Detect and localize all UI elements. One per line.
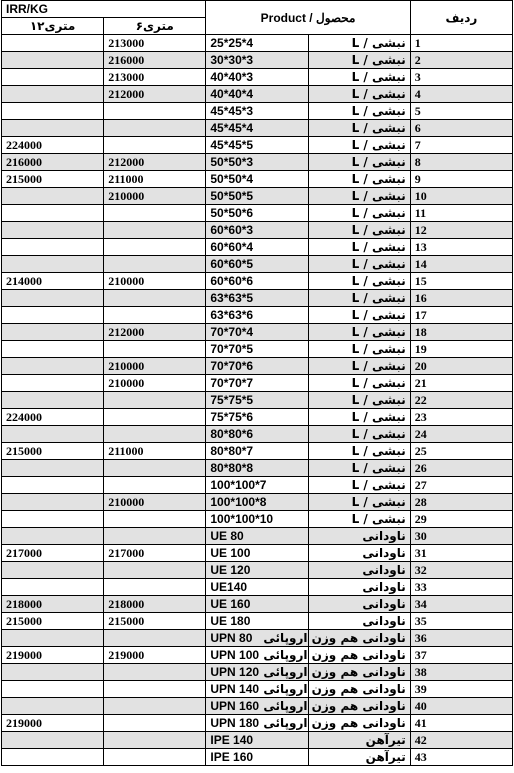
- price-6m-cell: [104, 477, 206, 494]
- price-6m-cell: [104, 103, 206, 120]
- price-table: [1, 0, 513, 766]
- price-6m-cell: 213000: [104, 35, 206, 52]
- product-name-cell: نبشی / L: [308, 324, 410, 341]
- price-12m-cell: [2, 477, 104, 494]
- table-row: [2, 749, 513, 766]
- spec-cell: 70*70*6: [206, 358, 308, 375]
- price-6m-cell: [104, 749, 206, 766]
- price-6m-cell: [104, 239, 206, 256]
- spec-cell: UE 120: [206, 562, 308, 579]
- row-index-cell: 5: [410, 103, 512, 120]
- row-index-cell: 18: [410, 324, 512, 341]
- table-row: [2, 86, 513, 103]
- product-name-cell: نبشی / L: [308, 273, 410, 290]
- price-12m-cell: 224000: [2, 409, 104, 426]
- table-row: [2, 52, 513, 69]
- spec-cell: 100*100*8: [206, 494, 308, 511]
- price-6m-cell: [104, 290, 206, 307]
- price-6m-cell: 216000: [104, 52, 206, 69]
- product-name-cell: ناودانی: [308, 579, 410, 596]
- price-12m-cell: [2, 460, 104, 477]
- price-12m-cell: [2, 749, 104, 766]
- price-6m-cell: 210000: [104, 358, 206, 375]
- spec-cell: 50*50*3: [206, 154, 308, 171]
- price-12m-cell: 217000: [2, 545, 104, 562]
- product-name-cell: نبشی / L: [308, 69, 410, 86]
- spec-cell: IPE 160: [206, 749, 308, 766]
- product-header: Product / محصول: [206, 1, 410, 35]
- price-6m-cell: [104, 664, 206, 681]
- product-name-cell: ناودانی هم وزن اروپائی: [308, 630, 410, 647]
- table-row: [2, 375, 513, 392]
- table-row: [2, 290, 513, 307]
- price-6m-cell: [104, 732, 206, 749]
- price-12m-cell: [2, 392, 104, 409]
- product-name-cell: ناودانی: [308, 562, 410, 579]
- product-name-cell: نبشی / L: [308, 188, 410, 205]
- product-name-cell: ناودانی هم وزن اروپائی: [308, 715, 410, 732]
- price-12m-cell: [2, 511, 104, 528]
- spec-cell: IPE 140: [206, 732, 308, 749]
- price-6m-cell: [104, 579, 206, 596]
- row-index-cell: 33: [410, 579, 512, 596]
- row-index-cell: 9: [410, 171, 512, 188]
- price-6m-cell: [104, 409, 206, 426]
- price-12m-cell: [2, 358, 104, 375]
- table-row: [2, 647, 513, 664]
- header-row-top: [2, 1, 513, 18]
- spec-cell: 100*100*10: [206, 511, 308, 528]
- price-12m-cell: [2, 375, 104, 392]
- spec-cell: 25*25*4: [206, 35, 308, 52]
- price-12m-cell: [2, 103, 104, 120]
- row-index-cell: 29: [410, 511, 512, 528]
- table-row: [2, 664, 513, 681]
- spec-cell: 80*80*6: [206, 426, 308, 443]
- price-12m-cell: 224000: [2, 137, 104, 154]
- product-name-cell: نبشی / L: [308, 307, 410, 324]
- product-name-cell: نبشی / L: [308, 256, 410, 273]
- price-12m-cell: [2, 664, 104, 681]
- price-6m-cell: 210000: [104, 375, 206, 392]
- spec-cell: 75*75*5: [206, 392, 308, 409]
- row-index-cell: 10: [410, 188, 512, 205]
- price-6m-cell: [104, 222, 206, 239]
- product-name-cell: ناودانی هم وزن اروپائی: [308, 681, 410, 698]
- product-name-cell: نبشی / L: [308, 477, 410, 494]
- table-row: [2, 171, 513, 188]
- table-row: [2, 358, 513, 375]
- product-name-cell: نبشی / L: [308, 443, 410, 460]
- table-row: [2, 103, 513, 120]
- spec-cell: 60*60*3: [206, 222, 308, 239]
- price-12m-cell: 215000: [2, 443, 104, 460]
- price-12m-cell: 215000: [2, 171, 104, 188]
- price-12m-cell: [2, 239, 104, 256]
- price-6m-cell: [104, 307, 206, 324]
- product-name-cell: ناودانی: [308, 545, 410, 562]
- spec-cell: 60*60*6: [206, 273, 308, 290]
- product-name-cell: ناودانی: [308, 528, 410, 545]
- table-row: [2, 630, 513, 647]
- spec-cell: UPN 180: [206, 715, 308, 732]
- row-index-cell: 27: [410, 477, 512, 494]
- row-index-cell: 36: [410, 630, 512, 647]
- price-6m-cell: 219000: [104, 647, 206, 664]
- table-row: [2, 494, 513, 511]
- row-index-cell: 39: [410, 681, 512, 698]
- price-6m-cell: 212000: [104, 154, 206, 171]
- price-12m-cell: [2, 222, 104, 239]
- spec-cell: 75*75*6: [206, 409, 308, 426]
- price-6m-cell: [104, 460, 206, 477]
- spec-cell: UE 100: [206, 545, 308, 562]
- price-6m-cell: 210000: [104, 273, 206, 290]
- product-name-cell: نبشی / L: [308, 460, 410, 477]
- table-row: [2, 392, 513, 409]
- price-6m-cell: [104, 630, 206, 647]
- price-unit-header: IRR/KG: [2, 1, 206, 18]
- price-6m-cell: 212000: [104, 86, 206, 103]
- table-row: [2, 205, 513, 222]
- table-row: [2, 307, 513, 324]
- product-name-cell: نبشی / L: [308, 375, 410, 392]
- product-name-cell: نبشی / L: [308, 409, 410, 426]
- price-12m-cell: [2, 290, 104, 307]
- price-6m-cell: [104, 426, 206, 443]
- row-index-cell: 13: [410, 239, 512, 256]
- product-name-cell: ناودانی هم وزن اروپائی: [308, 698, 410, 715]
- price-6m-cell: [104, 698, 206, 715]
- table-row: [2, 120, 513, 137]
- price-6m-cell: 213000: [104, 69, 206, 86]
- price-12m-cell: [2, 341, 104, 358]
- spec-cell: 60*60*5: [206, 256, 308, 273]
- price-12m-cell: [2, 579, 104, 596]
- product-name-cell: نبشی / L: [308, 358, 410, 375]
- row-index-cell: 8: [410, 154, 512, 171]
- table-row: [2, 596, 513, 613]
- spec-cell: 45*45*5: [206, 137, 308, 154]
- table-row: [2, 188, 513, 205]
- product-name-cell: نبشی / L: [308, 392, 410, 409]
- table-row: [2, 324, 513, 341]
- table-row: [2, 579, 513, 596]
- row-index-cell: 7: [410, 137, 512, 154]
- row-index-cell: 31: [410, 545, 512, 562]
- price-6m-cell: 210000: [104, 494, 206, 511]
- product-name-cell: نبشی / L: [308, 154, 410, 171]
- table-row: [2, 426, 513, 443]
- product-name-cell: نبشی / L: [308, 52, 410, 69]
- price-12m-cell: [2, 120, 104, 137]
- row-index-cell: 42: [410, 732, 512, 749]
- table-row: [2, 256, 513, 273]
- spec-cell: UPN 120: [206, 664, 308, 681]
- price-12m-cell: 218000: [2, 596, 104, 613]
- price-6m-cell: [104, 256, 206, 273]
- spec-cell: 63*63*5: [206, 290, 308, 307]
- price-6m-cell: [104, 715, 206, 732]
- product-name-cell: نبشی / L: [308, 426, 410, 443]
- price-12m-cell: [2, 52, 104, 69]
- table-row: [2, 460, 513, 477]
- price-6m-cell: 212000: [104, 324, 206, 341]
- row-index-cell: 12: [410, 222, 512, 239]
- price-12m-cell: [2, 35, 104, 52]
- price-6m-cell: [104, 511, 206, 528]
- col-12m-header: ۱۲متری: [2, 18, 104, 35]
- price-6m-cell: [104, 528, 206, 545]
- price-12m-cell: [2, 86, 104, 103]
- table-row: [2, 443, 513, 460]
- spec-cell: UPN 100: [206, 647, 308, 664]
- spec-cell: UPN 140: [206, 681, 308, 698]
- row-index-cell: 6: [410, 120, 512, 137]
- row-index-cell: 32: [410, 562, 512, 579]
- spec-cell: 50*50*4: [206, 171, 308, 188]
- product-name-cell: نبشی / L: [308, 341, 410, 358]
- table-row: [2, 477, 513, 494]
- price-6m-cell: 215000: [104, 613, 206, 630]
- table-row: [2, 562, 513, 579]
- table-row: [2, 341, 513, 358]
- price-6m-cell: [104, 120, 206, 137]
- table-row: [2, 698, 513, 715]
- row-index-cell: 22: [410, 392, 512, 409]
- table-row: [2, 681, 513, 698]
- price-6m-cell: [104, 137, 206, 154]
- spec-cell: UE 80: [206, 528, 308, 545]
- spec-cell: 80*80*7: [206, 443, 308, 460]
- row-index-cell: 30: [410, 528, 512, 545]
- product-name-cell: نبشی / L: [308, 290, 410, 307]
- price-12m-cell: [2, 188, 104, 205]
- row-index-cell: 25: [410, 443, 512, 460]
- product-name-cell: نبشی / L: [308, 35, 410, 52]
- table-row: [2, 409, 513, 426]
- row-index-cell: 17: [410, 307, 512, 324]
- row-index-cell: 35: [410, 613, 512, 630]
- price-12m-cell: [2, 528, 104, 545]
- product-name-cell: ناودانی هم وزن اروپائی: [308, 647, 410, 664]
- price-6m-cell: [104, 681, 206, 698]
- price-12m-cell: [2, 69, 104, 86]
- row-index-cell: 34: [410, 596, 512, 613]
- table-row: [2, 732, 513, 749]
- row-index-cell: 24: [410, 426, 512, 443]
- price-12m-cell: [2, 426, 104, 443]
- spec-cell: 50*50*5: [206, 188, 308, 205]
- price-6m-cell: [104, 562, 206, 579]
- product-name-cell: نبشی / L: [308, 511, 410, 528]
- price-6m-cell: 217000: [104, 545, 206, 562]
- price-12m-cell: [2, 205, 104, 222]
- spec-cell: UE 160: [206, 596, 308, 613]
- price-12m-cell: [2, 732, 104, 749]
- table-row: [2, 545, 513, 562]
- price-6m-cell: 211000: [104, 443, 206, 460]
- table-row: [2, 239, 513, 256]
- row-index-cell: 11: [410, 205, 512, 222]
- row-index-cell: 23: [410, 409, 512, 426]
- price-12m-cell: [2, 630, 104, 647]
- row-index-cell: 15: [410, 273, 512, 290]
- row-index-cell: 20: [410, 358, 512, 375]
- product-name-cell: نبشی / L: [308, 103, 410, 120]
- table-row: [2, 715, 513, 732]
- price-6m-cell: 218000: [104, 596, 206, 613]
- spec-cell: 80*80*8: [206, 460, 308, 477]
- spec-cell: 45*45*4: [206, 120, 308, 137]
- spec-cell: 45*45*3: [206, 103, 308, 120]
- product-name-cell: نبشی / L: [308, 239, 410, 256]
- row-index-cell: 2: [410, 52, 512, 69]
- price-12m-cell: [2, 698, 104, 715]
- row-index-cell: 28: [410, 494, 512, 511]
- price-12m-cell: 215000: [2, 613, 104, 630]
- table-row: [2, 222, 513, 239]
- product-name-cell: نبشی / L: [308, 171, 410, 188]
- product-name-cell: ناودانی: [308, 596, 410, 613]
- row-index-cell: 26: [410, 460, 512, 477]
- row-index-cell: 19: [410, 341, 512, 358]
- row-index-cell: 3: [410, 69, 512, 86]
- table-row: [2, 613, 513, 630]
- table-row: [2, 35, 513, 52]
- spec-cell: 100*100*7: [206, 477, 308, 494]
- price-table-body: [2, 1, 513, 766]
- row-index-cell: 4: [410, 86, 512, 103]
- row-index-cell: 1: [410, 35, 512, 52]
- product-name-cell: نبشی / L: [308, 120, 410, 137]
- product-name-cell: ناودانی: [308, 613, 410, 630]
- row-index-cell: 21: [410, 375, 512, 392]
- row-index-cell: 38: [410, 664, 512, 681]
- spec-cell: 40*40*4: [206, 86, 308, 103]
- product-name-cell: نبشی / L: [308, 205, 410, 222]
- spec-cell: 63*63*6: [206, 307, 308, 324]
- row-index-cell: 41: [410, 715, 512, 732]
- product-name-cell: نبشی / L: [308, 222, 410, 239]
- spec-cell: 70*70*5: [206, 341, 308, 358]
- product-name-cell: ناودانی هم وزن اروپائی: [308, 664, 410, 681]
- price-12m-cell: 219000: [2, 647, 104, 664]
- product-name-cell: تیرآهن: [308, 732, 410, 749]
- product-name-cell: تیرآهن: [308, 749, 410, 766]
- product-name-cell: نبشی / L: [308, 86, 410, 103]
- table-row: [2, 137, 513, 154]
- table-row: [2, 154, 513, 171]
- price-12m-cell: [2, 562, 104, 579]
- table-row: [2, 69, 513, 86]
- index-header: ردیف: [410, 1, 512, 35]
- table-row: [2, 528, 513, 545]
- price-6m-cell: [104, 341, 206, 358]
- price-12m-cell: 219000: [2, 715, 104, 732]
- price-12m-cell: [2, 681, 104, 698]
- price-12m-cell: [2, 256, 104, 273]
- spec-cell: UPN 160: [206, 698, 308, 715]
- spec-cell: 50*50*6: [206, 205, 308, 222]
- price-12m-cell: [2, 494, 104, 511]
- price-12m-cell: [2, 324, 104, 341]
- spec-cell: 70*70*4: [206, 324, 308, 341]
- spec-cell: 60*60*4: [206, 239, 308, 256]
- product-name-cell: نبشی / L: [308, 137, 410, 154]
- spec-cell: UE140: [206, 579, 308, 596]
- spec-cell: UE 180: [206, 613, 308, 630]
- row-index-cell: 37: [410, 647, 512, 664]
- row-index-cell: 40: [410, 698, 512, 715]
- spec-cell: 40*40*3: [206, 69, 308, 86]
- price-6m-cell: 211000: [104, 171, 206, 188]
- row-index-cell: 16: [410, 290, 512, 307]
- table-row: [2, 273, 513, 290]
- price-12m-cell: 216000: [2, 154, 104, 171]
- product-name-cell: نبشی / L: [308, 494, 410, 511]
- price-6m-cell: [104, 392, 206, 409]
- price-6m-cell: [104, 205, 206, 222]
- spec-cell: UPN 80: [206, 630, 308, 647]
- price-12m-cell: [2, 307, 104, 324]
- col-6m-header: ۶متری: [104, 18, 206, 35]
- spec-cell: 30*30*3: [206, 52, 308, 69]
- table-row: [2, 511, 513, 528]
- row-index-cell: 14: [410, 256, 512, 273]
- spec-cell: 70*70*7: [206, 375, 308, 392]
- price-12m-cell: 214000: [2, 273, 104, 290]
- price-6m-cell: 210000: [104, 188, 206, 205]
- row-index-cell: 43: [410, 749, 512, 766]
